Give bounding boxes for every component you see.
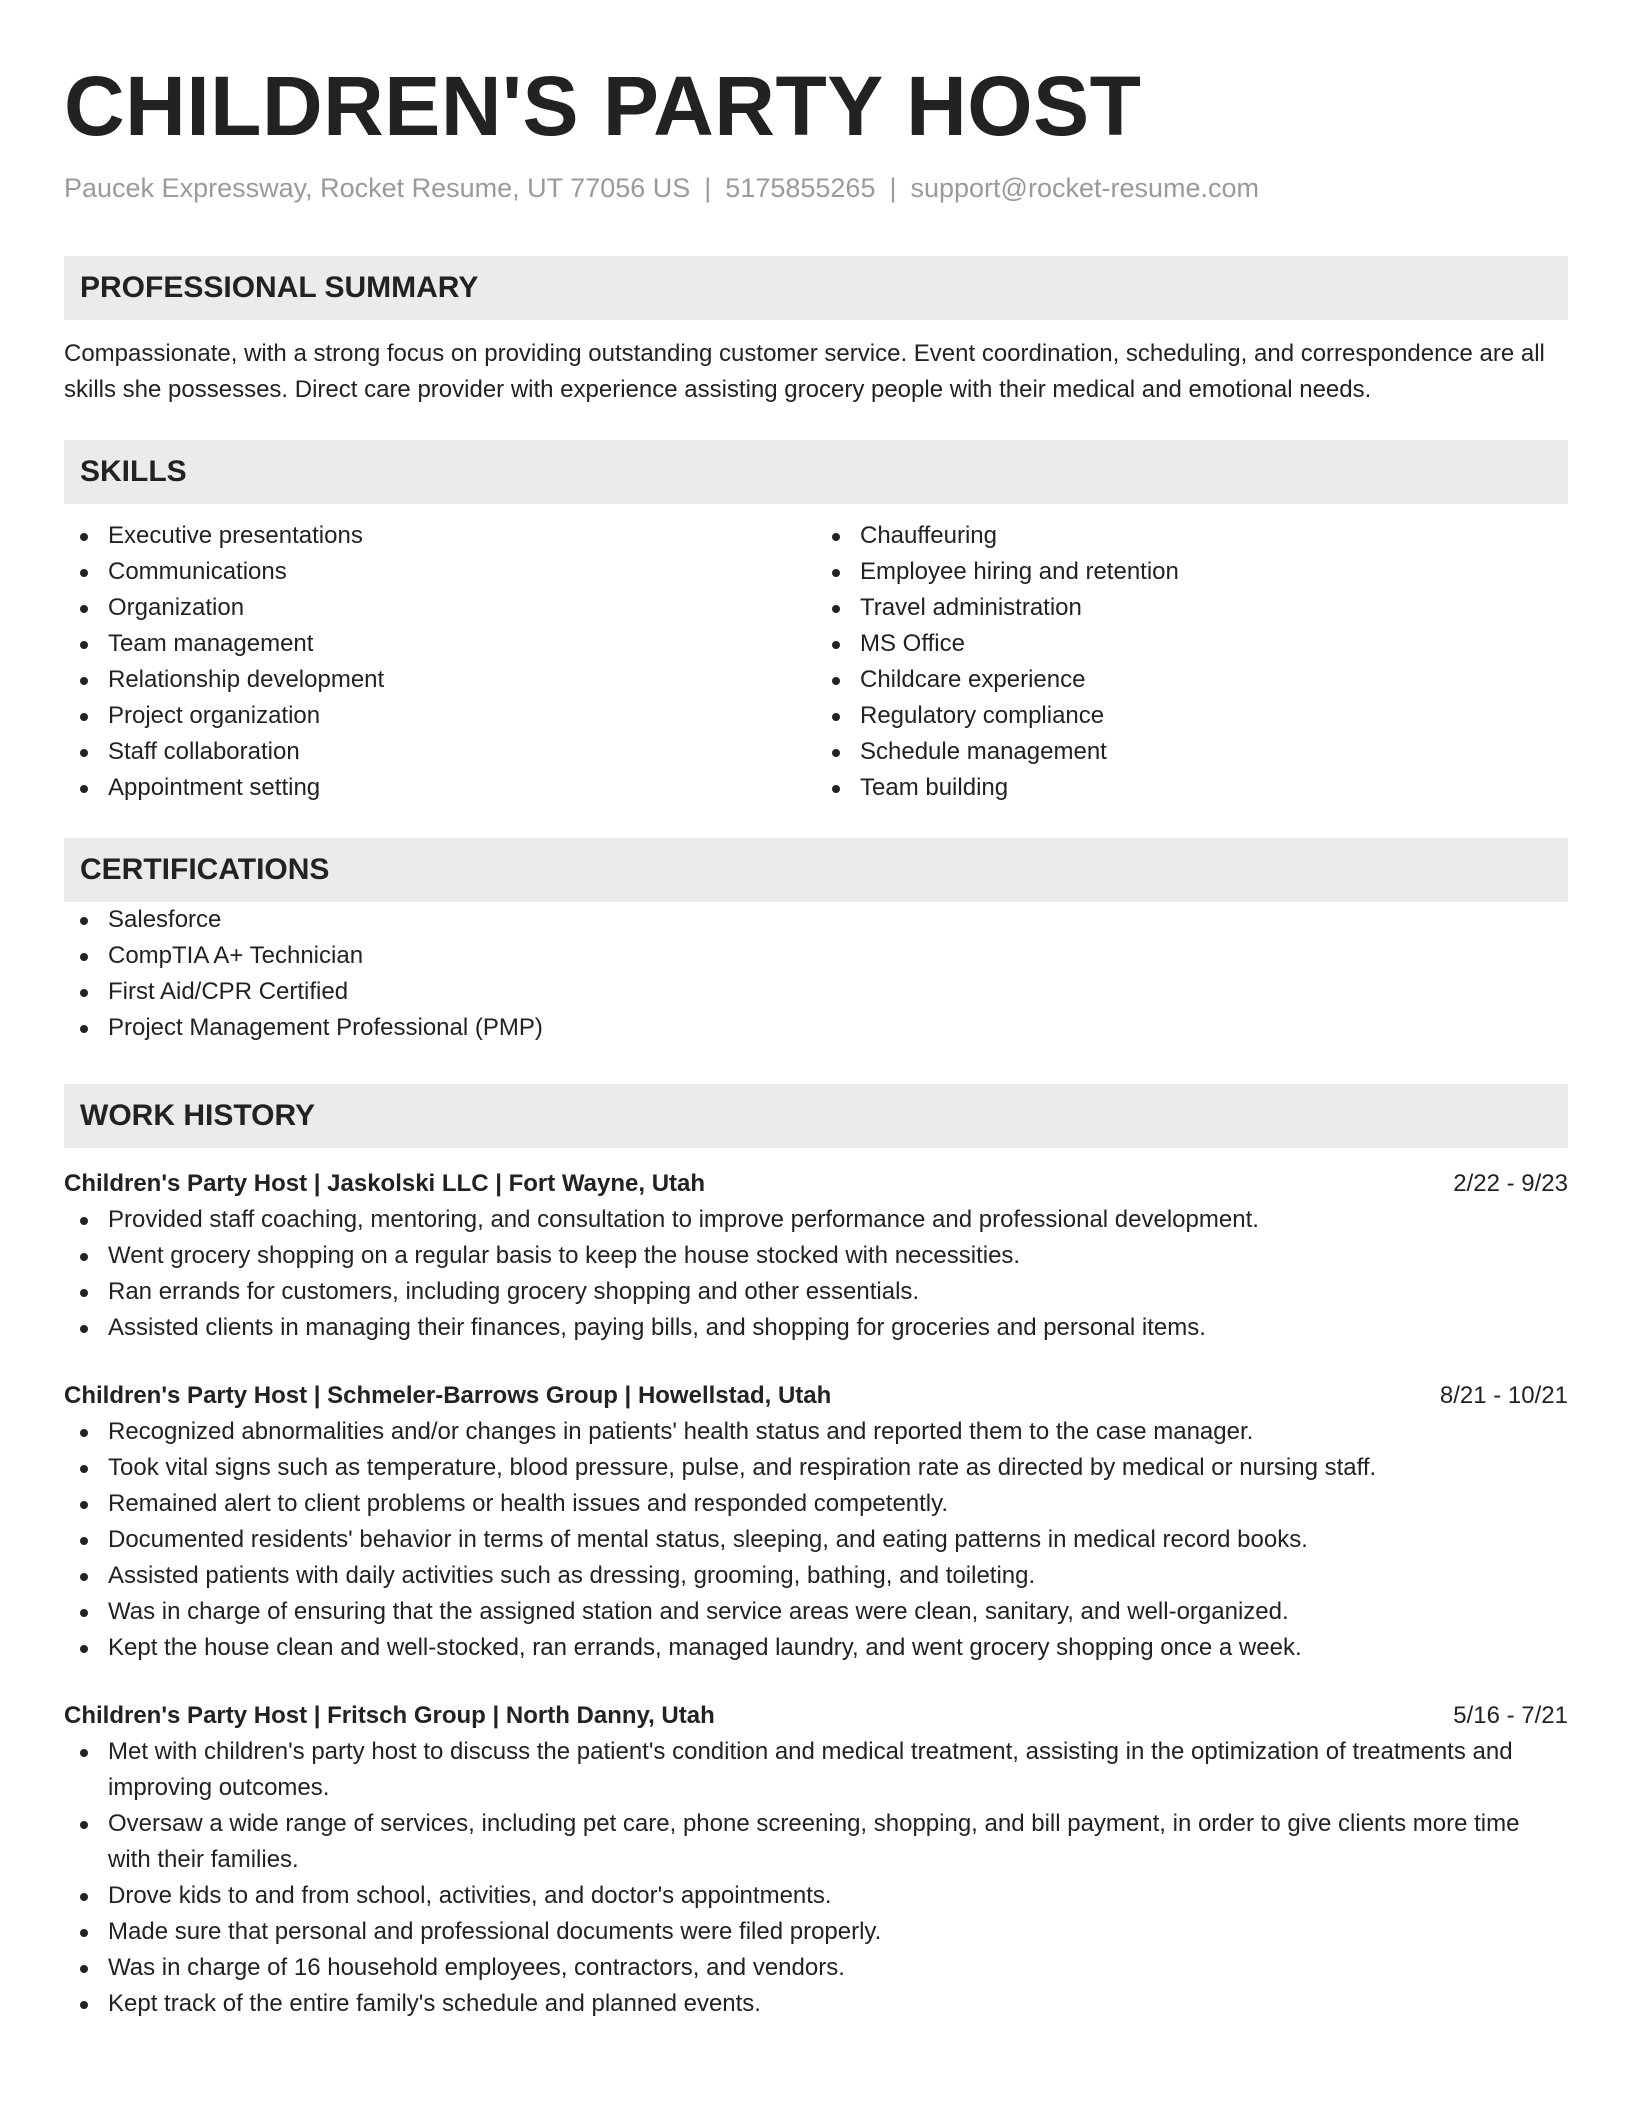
summary-heading: PROFESSIONAL SUMMARY <box>64 256 1568 320</box>
skill-item: Childcare experience <box>816 662 1568 698</box>
skills-columns <box>64 518 1568 806</box>
responsibility-item: Made sure that personal and professional documents were filed properly. <box>64 1914 1568 1950</box>
skill-item: Team building <box>816 770 1568 806</box>
skill-item: MS Office <box>816 626 1568 662</box>
job-responsibilities <box>64 1414 1568 1666</box>
contact-separator: | <box>889 173 897 203</box>
skill-item: Staff collaboration <box>64 734 816 770</box>
skills-column-right <box>816 518 1568 806</box>
job-header <box>64 1166 1568 1202</box>
responsibility-item: Recognized abnormalities and/or changes in patients' health status and reported them to the case manager. <box>64 1414 1568 1450</box>
skill-item: Chauffeuring <box>816 518 1568 554</box>
job-responsibilities <box>64 1202 1568 1346</box>
job-dates: 5/16 - 7/21 <box>1453 1702 1568 1729</box>
responsibility-item: Assisted patients with daily activities such as dressing, grooming, bathing, and toileting. <box>64 1558 1568 1594</box>
skill-item: Appointment setting <box>64 770 816 806</box>
certifications-list <box>64 902 1568 1046</box>
certification-item: First Aid/CPR Certified <box>64 974 1568 1010</box>
responsibility-item: Documented residents' behavior in terms of mental status, sleeping, and eating patterns in medical record books. <box>64 1522 1568 1558</box>
skill-item: Regulatory compliance <box>816 698 1568 734</box>
skill-item: Team management <box>64 626 816 662</box>
skills-heading: SKILLS <box>64 440 1568 504</box>
skill-item: Employee hiring and retention <box>816 554 1568 590</box>
job-entry <box>64 1166 1568 1346</box>
job-header <box>64 1378 1568 1414</box>
certification-item: Salesforce <box>64 902 1568 938</box>
responsibility-item: Kept the house clean and well-stocked, ran errands, managed laundry, and went grocery shopping once a week. <box>64 1630 1568 1666</box>
responsibility-item: Was in charge of 16 household employees, contractors, and vendors. <box>64 1950 1568 1986</box>
certification-item: Project Management Professional (PMP) <box>64 1010 1568 1046</box>
responsibility-item: Oversaw a wide range of services, including pet care, phone screening, shopping, and bill payment, in order to give clients more time with their families. <box>64 1806 1568 1878</box>
contact-phone: 5175855265 <box>725 173 876 203</box>
skills-column-left <box>64 518 816 806</box>
skills-list-left <box>64 518 816 806</box>
skill-item: Executive presentations <box>64 518 816 554</box>
skill-item: Project organization <box>64 698 816 734</box>
job-title: Children's Party Host | Fritsch Group | North Danny, Utah <box>64 1702 715 1729</box>
responsibility-item: Went grocery shopping on a regular basis to keep the house stocked with necessities. <box>64 1238 1568 1274</box>
resume-name: CHILDREN'S PARTY HOST <box>64 59 1142 153</box>
responsibility-item: Assisted clients in managing their finances, paying bills, and shopping for groceries and personal items. <box>64 1310 1568 1346</box>
job-title: Children's Party Host | Schmeler-Barrows Group | Howellstad, Utah <box>64 1382 832 1409</box>
responsibility-item: Was in charge of ensuring that the assigned station and service areas were clean, sanitary, and well-organized. <box>64 1594 1568 1630</box>
certifications-heading: CERTIFICATIONS <box>64 838 1568 902</box>
responsibility-item: Ran errands for customers, including grocery shopping and other essentials. <box>64 1274 1568 1310</box>
job-entry <box>64 1378 1568 1666</box>
contact-address: Paucek Expressway, Rocket Resume, UT 77056 US <box>64 173 691 203</box>
responsibility-item: Remained alert to client problems or health issues and responded competently. <box>64 1486 1568 1522</box>
work-history-list <box>64 1166 1568 2022</box>
certification-item: CompTIA A+ Technician <box>64 938 1568 974</box>
skill-item: Relationship development <box>64 662 816 698</box>
job-entry <box>64 1698 1568 2022</box>
responsibility-item: Met with children's party host to discuss the patient's condition and medical treatment, assisting in the optimization of treatments and improving outcomes. <box>64 1734 1568 1806</box>
job-dates: 8/21 - 10/21 <box>1439 1382 1568 1409</box>
contact-email: support@rocket-resume.com <box>910 173 1260 203</box>
job-responsibilities <box>64 1734 1568 2022</box>
contact-line <box>64 170 1568 206</box>
responsibility-item: Drove kids to and from school, activities, and doctor's appointments. <box>64 1878 1568 1914</box>
responsibility-item: Took vital signs such as temperature, blood pressure, pulse, and respiration rate as directed by medical or nursing staff. <box>64 1450 1568 1486</box>
job-title: Children's Party Host | Jaskolski LLC | Fort Wayne, Utah <box>64 1170 706 1197</box>
skills-list-right <box>816 518 1568 806</box>
work-history-heading: WORK HISTORY <box>64 1084 1568 1148</box>
skill-item: Organization <box>64 590 816 626</box>
responsibility-item: Provided staff coaching, mentoring, and consultation to improve performance and professional development. <box>64 1202 1568 1238</box>
skill-item: Schedule management <box>816 734 1568 770</box>
summary-text: Compassionate, with a strong focus on providing outstanding customer service. Event coordination, scheduling, and correspondence are all skills she possesses. Direct care provider with experience assisting grocery people with their medical and emotional needs. <box>64 340 1545 403</box>
skill-item: Communications <box>64 554 816 590</box>
responsibility-item: Kept track of the entire family's schedule and planned events. <box>64 1986 1568 2022</box>
skill-item: Travel administration <box>816 590 1568 626</box>
contact-separator: | <box>704 173 712 203</box>
job-header <box>64 1698 1568 1734</box>
job-dates: 2/22 - 9/23 <box>1453 1170 1568 1197</box>
